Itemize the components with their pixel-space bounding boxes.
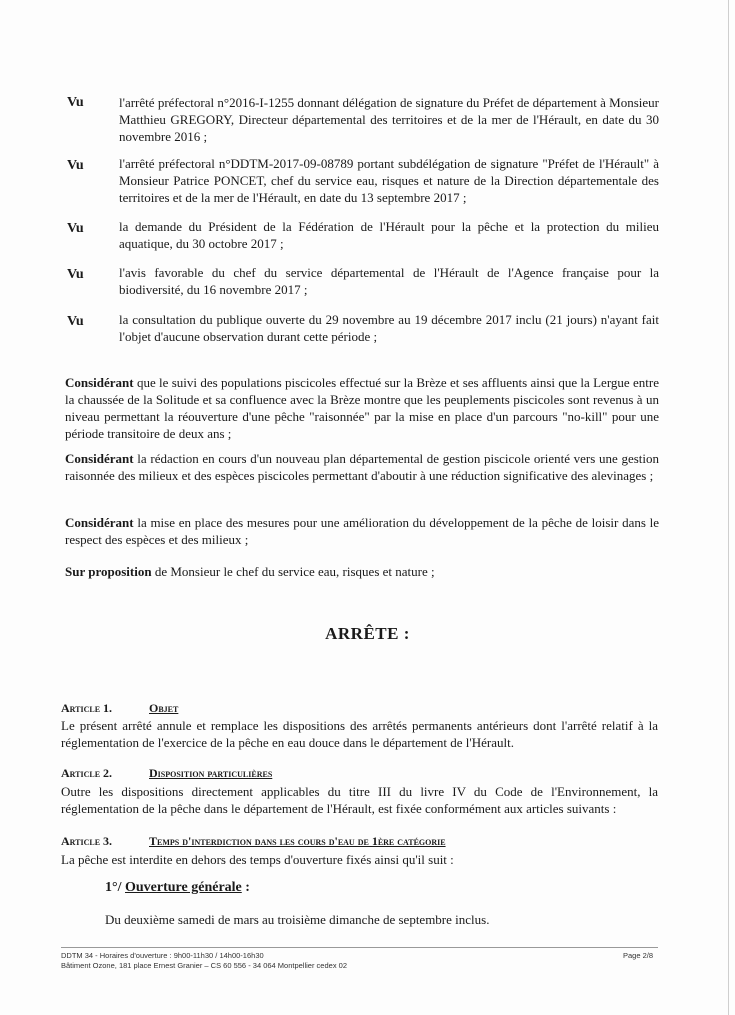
footer-address: Bâtiment Ozone, 181 place Ernest Granier – CS 60 556 - 34 064 Montpellier cedex 02 <box>61 961 347 970</box>
subsection-suffix: : <box>241 880 250 895</box>
considerant-text: la mise en place des mesures pour une amélioration du développement de la pêche de loisir dans le respect des espèces et des milieux ; <box>65 515 659 547</box>
footer-divider <box>61 947 658 948</box>
article-label <box>61 834 112 849</box>
article-text: Le présent arrêté annule et remplace les dispositions des arrêtés permanents antérieurs dont l'arrêté relatif à la réglementation de l'exercice de la pêche en eau douce dans le département de l'Hérault. <box>61 718 658 750</box>
proposition-label: Sur proposition <box>65 564 152 579</box>
proposition-paragraph <box>65 563 659 580</box>
article-number: Article 3. <box>61 834 113 848</box>
proposition-text: de Monsieur le chef du service eau, risques et nature ; <box>151 564 435 579</box>
article-text: Outre les dispositions directement applicables du titre III du livre IV du Code de l'Environnement, la réglementation de la pêche dans le département de l'Hérault, est fixée conformément aux articles suivants : <box>61 784 658 816</box>
page-edge <box>728 0 729 1015</box>
article-text: La pêche est interdite en dehors des temps d'ouverture fixés ainsi qu'il suit : <box>61 852 454 867</box>
article-number: Article 1. <box>61 701 113 715</box>
vu-label: Vu <box>67 95 84 110</box>
considerant-label: Considérant <box>65 451 134 466</box>
vu-text: l'arrêté préfectoral n°2016-I-1255 donnant délégation de signature du Préfet de département à Monsieur Matthieu GREGORY, Directeur départemental des territoires et de la mer de l'Hérault, en date du 30 novembre 2016 ; <box>119 95 659 144</box>
considerant-text: la rédaction en cours d'un nouveau plan départemental de gestion piscicole orienté vers une gestion raisonnée des milieux et des espèces piscicoles permettant d'aboutir à une réduction significative des alevinages ; <box>65 451 659 483</box>
subsection-heading <box>105 880 250 896</box>
considerant-paragraph <box>65 450 659 484</box>
vu-label: Vu <box>67 221 84 236</box>
vu-text: l'arrêté préfectoral n°DDTM-2017-09-08789 portant subdélégation de signature "Préfet de l'Hérault" à Monsieur Patrice PONCET, chef du service eau, risques et nature de la Direction départementale des territoires et de la mer de l'Hérault, en date du 13 septembre 2017 ; <box>119 156 659 205</box>
article-title: Temps d'interdiction dans les cours d'eau de 1ère catégorie <box>149 834 446 848</box>
article-title: Objet <box>149 701 179 715</box>
article-number: Article 2. <box>61 766 113 780</box>
article-title: Disposition particulières <box>149 766 273 780</box>
subsection-text: Du deuxième samedi de mars au troisième dimanche de septembre inclus. <box>105 912 490 927</box>
vu-text: la demande du Président de la Fédération de l'Hérault pour la pêche et la protection du milieu aquatique, du 30 octobre 2017 ; <box>119 219 659 251</box>
article-label <box>61 766 112 781</box>
considerant-text: que le suivi des populations piscicoles effectué sur la Brèze et ses affluents ainsi que la Lergue entre la chaussée de la Solitude et sa confluence avec la Brèze montre que les peuplements piscicoles sont revenus à un niveau permettant la réouverture d'une pêche "raisonnée" par la mise en place d'un parcours "no-kill" pour une période transitoire de deux ans ; <box>65 375 659 441</box>
considerant-paragraph <box>65 374 659 442</box>
footer-hours: DDTM 34 - Horaires d'ouverture : 9h00-11h30 / 14h00-16h30 <box>61 951 264 960</box>
vu-label: Vu <box>67 267 84 282</box>
considerant-paragraph <box>65 514 659 548</box>
page-number: Page 2/8 <box>622 951 653 960</box>
considerant-label: Considérant <box>65 375 134 390</box>
vu-text: la consultation du publique ouverte du 29 novembre au 19 décembre 2017 inclu (21 jours) n'ayant fait l'objet d'aucune observation durant cette période ; <box>119 312 659 344</box>
subsection-number: 1°/ <box>105 880 125 895</box>
vu-label: Vu <box>67 158 84 173</box>
vu-text: l'avis favorable du chef du service départemental de l'Hérault de l'Agence française pour la biodiversité, du 16 novembre 2017 ; <box>119 265 659 297</box>
subsection-title: Ouverture générale <box>125 880 242 895</box>
footer <box>61 951 347 971</box>
article-label <box>61 701 112 716</box>
vu-label: Vu <box>67 314 84 329</box>
arrete-title: ARRÊTE : <box>325 624 410 643</box>
considerant-label: Considérant <box>65 515 134 530</box>
